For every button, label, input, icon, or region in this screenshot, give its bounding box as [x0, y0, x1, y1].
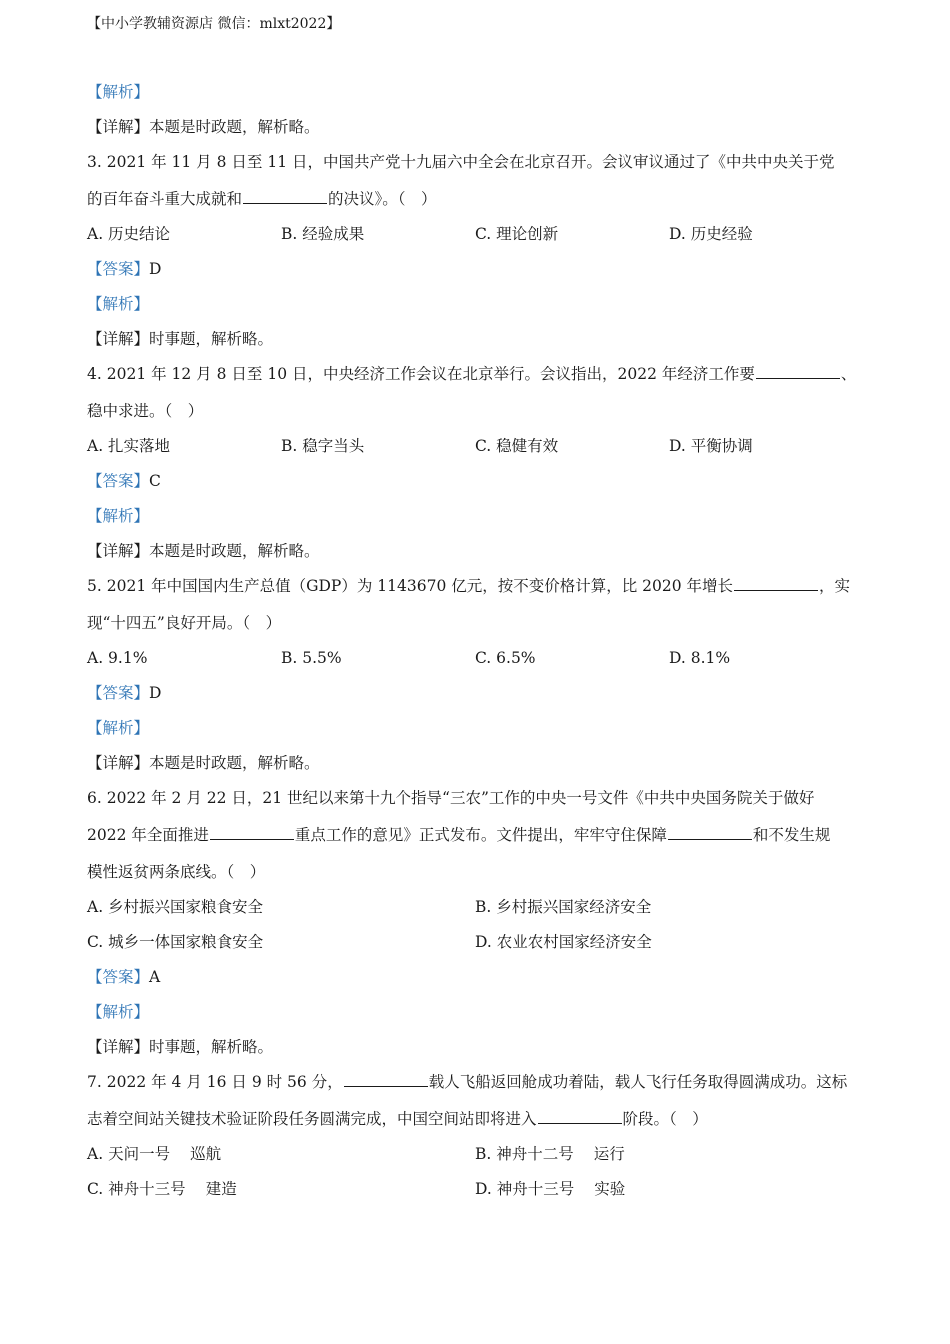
question-text: 的百年奋斗重大成就和	[87, 190, 243, 208]
question-number: 6.	[87, 789, 102, 807]
detail-label: 【详解】	[87, 330, 150, 348]
question-4	[87, 362, 867, 574]
answer-label: 【答案】	[87, 260, 150, 278]
answer-label: 【答案】	[87, 968, 150, 986]
question-text: 和不发生规	[752, 826, 831, 844]
answer-blank	[243, 187, 327, 204]
analysis-line	[87, 292, 867, 327]
option-part: 神舟十三号	[108, 1180, 186, 1198]
options-row	[87, 895, 867, 930]
detail-label: 【详解】	[87, 754, 150, 772]
question-text: 2021 年 12 月 8 日至 10 日，中央经济工作会议在北京举行。会议指出，2022 年经济工作要	[106, 365, 755, 383]
answer-value: C	[149, 472, 161, 490]
option-part: 神舟十二号	[496, 1145, 574, 1163]
question-text: 现“十四五”良好开局。（ ）	[87, 614, 282, 632]
option-letter: D.	[475, 1180, 492, 1198]
question-7	[87, 1070, 867, 1212]
answer-blank	[210, 823, 294, 840]
detail-label: 【详解】	[87, 1038, 150, 1056]
answer-blank	[344, 1070, 428, 1087]
option-part: 实验	[594, 1180, 626, 1198]
option-part: 巡航	[190, 1145, 222, 1163]
question-6	[87, 786, 867, 1070]
detail-line	[87, 1035, 867, 1070]
detail-text: 时事题，解析略。	[149, 330, 274, 348]
answer-blank	[734, 574, 818, 591]
option-part: 运行	[593, 1145, 625, 1163]
detail-text: 时事题，解析略。	[149, 1038, 274, 1056]
option-d: D. 历史经验	[669, 225, 753, 243]
answer-line	[87, 257, 867, 292]
question-text: 2022 年 4 月 16 日 9 时 56 分，	[106, 1073, 343, 1091]
question-text: 志着空间站关键技术验证阶段任务圆满完成，中国空间站即将进入	[87, 1110, 537, 1128]
analysis-label: 【解析】	[87, 83, 150, 101]
detail-text: 本题是时政题，解析略。	[149, 754, 320, 772]
detail-text: 本题是时政题，解析略。	[149, 118, 320, 136]
answer-value: D	[149, 260, 162, 278]
answer-blank	[668, 823, 752, 840]
answer-line	[87, 965, 867, 1000]
detail-label: 【详解】	[87, 118, 150, 136]
question-text: 稳中求进。（ ）	[87, 402, 204, 420]
options-row	[87, 1142, 867, 1177]
question-stem-line	[87, 574, 867, 611]
question-stem-line	[87, 823, 867, 860]
option-d: D. 农业农村国家经济安全	[475, 933, 652, 951]
option-c: C. 城乡一体国家粮食安全	[87, 933, 264, 951]
question-text: 、	[840, 365, 857, 383]
question-stem-line	[87, 399, 867, 434]
question-stem-line	[87, 362, 867, 399]
detail-line	[87, 327, 867, 362]
question-text: 载人飞船返回舱成功着陆，载人飞行任务取得圆满成功。这标	[428, 1073, 848, 1091]
analysis-line	[87, 1000, 867, 1035]
analysis-line	[87, 716, 867, 751]
options-row	[87, 646, 867, 681]
option-d	[475, 1177, 863, 1212]
answer-line	[87, 681, 867, 716]
answer-blank	[538, 1107, 622, 1124]
option-c: C. 6.5%	[475, 649, 536, 667]
question-stem-line	[87, 150, 867, 187]
detail-line	[87, 539, 867, 574]
question-stem-line	[87, 786, 867, 823]
option-b: B. 稳字当头	[281, 437, 365, 455]
option-a: A. 9.1%	[87, 649, 148, 667]
option-d: D. 平衡协调	[669, 437, 753, 455]
option-b: B. 乡村振兴国家经济安全	[475, 898, 652, 916]
detail-line	[87, 751, 867, 786]
question-5	[87, 574, 867, 786]
option-a	[87, 1142, 475, 1177]
option-letter: B.	[475, 1145, 492, 1163]
detail-label: 【详解】	[87, 542, 150, 560]
page-header: 【中小学教辅资源店 微信：mlxt2022】	[87, 16, 341, 32]
question-number: 4.	[87, 365, 102, 383]
analysis-line	[87, 80, 867, 115]
question-text: 2022 年全面推进	[87, 826, 209, 844]
analysis-line	[87, 504, 867, 539]
option-part: 神舟十三号	[496, 1180, 575, 1198]
option-a: A. 乡村振兴国家粮食安全	[87, 898, 264, 916]
analysis-label: 【解析】	[87, 295, 150, 313]
option-c: C. 理论创新	[475, 225, 559, 243]
question-text: 模性返贫两条底线。（ ）	[87, 863, 266, 881]
option-part: 建造	[205, 1180, 237, 1198]
option-letter: C.	[87, 1180, 104, 1198]
answer-label: 【答案】	[87, 472, 150, 490]
question-number: 7.	[87, 1073, 102, 1091]
question-text: 2022 年 2 月 22 日，21 世纪以来第十九个指导“三农”工作的中央一号文件《中共中央国务院关于做好	[106, 789, 815, 807]
option-letter: A.	[87, 1145, 104, 1163]
option-d: D. 8.1%	[669, 649, 731, 667]
detail-text: 本题是时政题，解析略。	[149, 542, 320, 560]
option-c	[87, 1177, 475, 1212]
options-row	[87, 1177, 867, 1212]
options-row	[87, 434, 867, 469]
question-text: 2021 年中国国内生产总值（GDP）为 1143670 亿元，按不变价格计算，比 2020 年增长	[106, 577, 734, 595]
answer-line	[87, 469, 867, 504]
question-stem-line	[87, 1070, 867, 1107]
option-c: C. 稳健有效	[475, 437, 559, 455]
answer-blank	[756, 362, 840, 379]
question-text: ，实	[819, 577, 851, 595]
question-number: 5.	[87, 577, 102, 595]
question-stem-line	[87, 860, 867, 895]
question-stem-line	[87, 611, 867, 646]
options-row	[87, 222, 867, 257]
option-part: 天问一号	[108, 1145, 171, 1163]
question-text: 2021 年 11 月 8 日至 11 日，中国共产党十九届六中全会在北京召开。会议审议通过了《中共中央关于党	[106, 153, 835, 171]
question-3	[87, 150, 867, 362]
analysis-label: 【解析】	[87, 1003, 150, 1021]
question-text: 重点工作的意见》正式发布。文件提出，牢牢守住保障	[294, 826, 667, 844]
question-number: 3.	[87, 153, 102, 171]
document-body	[87, 80, 867, 1212]
question-stem-line	[87, 187, 867, 222]
answer-value: A	[149, 968, 161, 986]
option-b: B. 经验成果	[281, 225, 365, 243]
detail-line	[87, 115, 867, 150]
answer-label: 【答案】	[87, 684, 150, 702]
option-a: A. 扎实落地	[87, 437, 171, 455]
option-b: B. 5.5%	[281, 649, 342, 667]
option-a: A. 历史结论	[87, 225, 171, 243]
question-text: 阶段。（ ）	[622, 1110, 708, 1128]
question-stem-line	[87, 1107, 867, 1142]
options-row	[87, 930, 867, 965]
answer-value: D	[149, 684, 162, 702]
analysis-label: 【解析】	[87, 719, 150, 737]
option-b	[475, 1142, 863, 1177]
analysis-label: 【解析】	[87, 507, 150, 525]
question-text: 的决议》。（ ）	[328, 190, 437, 208]
